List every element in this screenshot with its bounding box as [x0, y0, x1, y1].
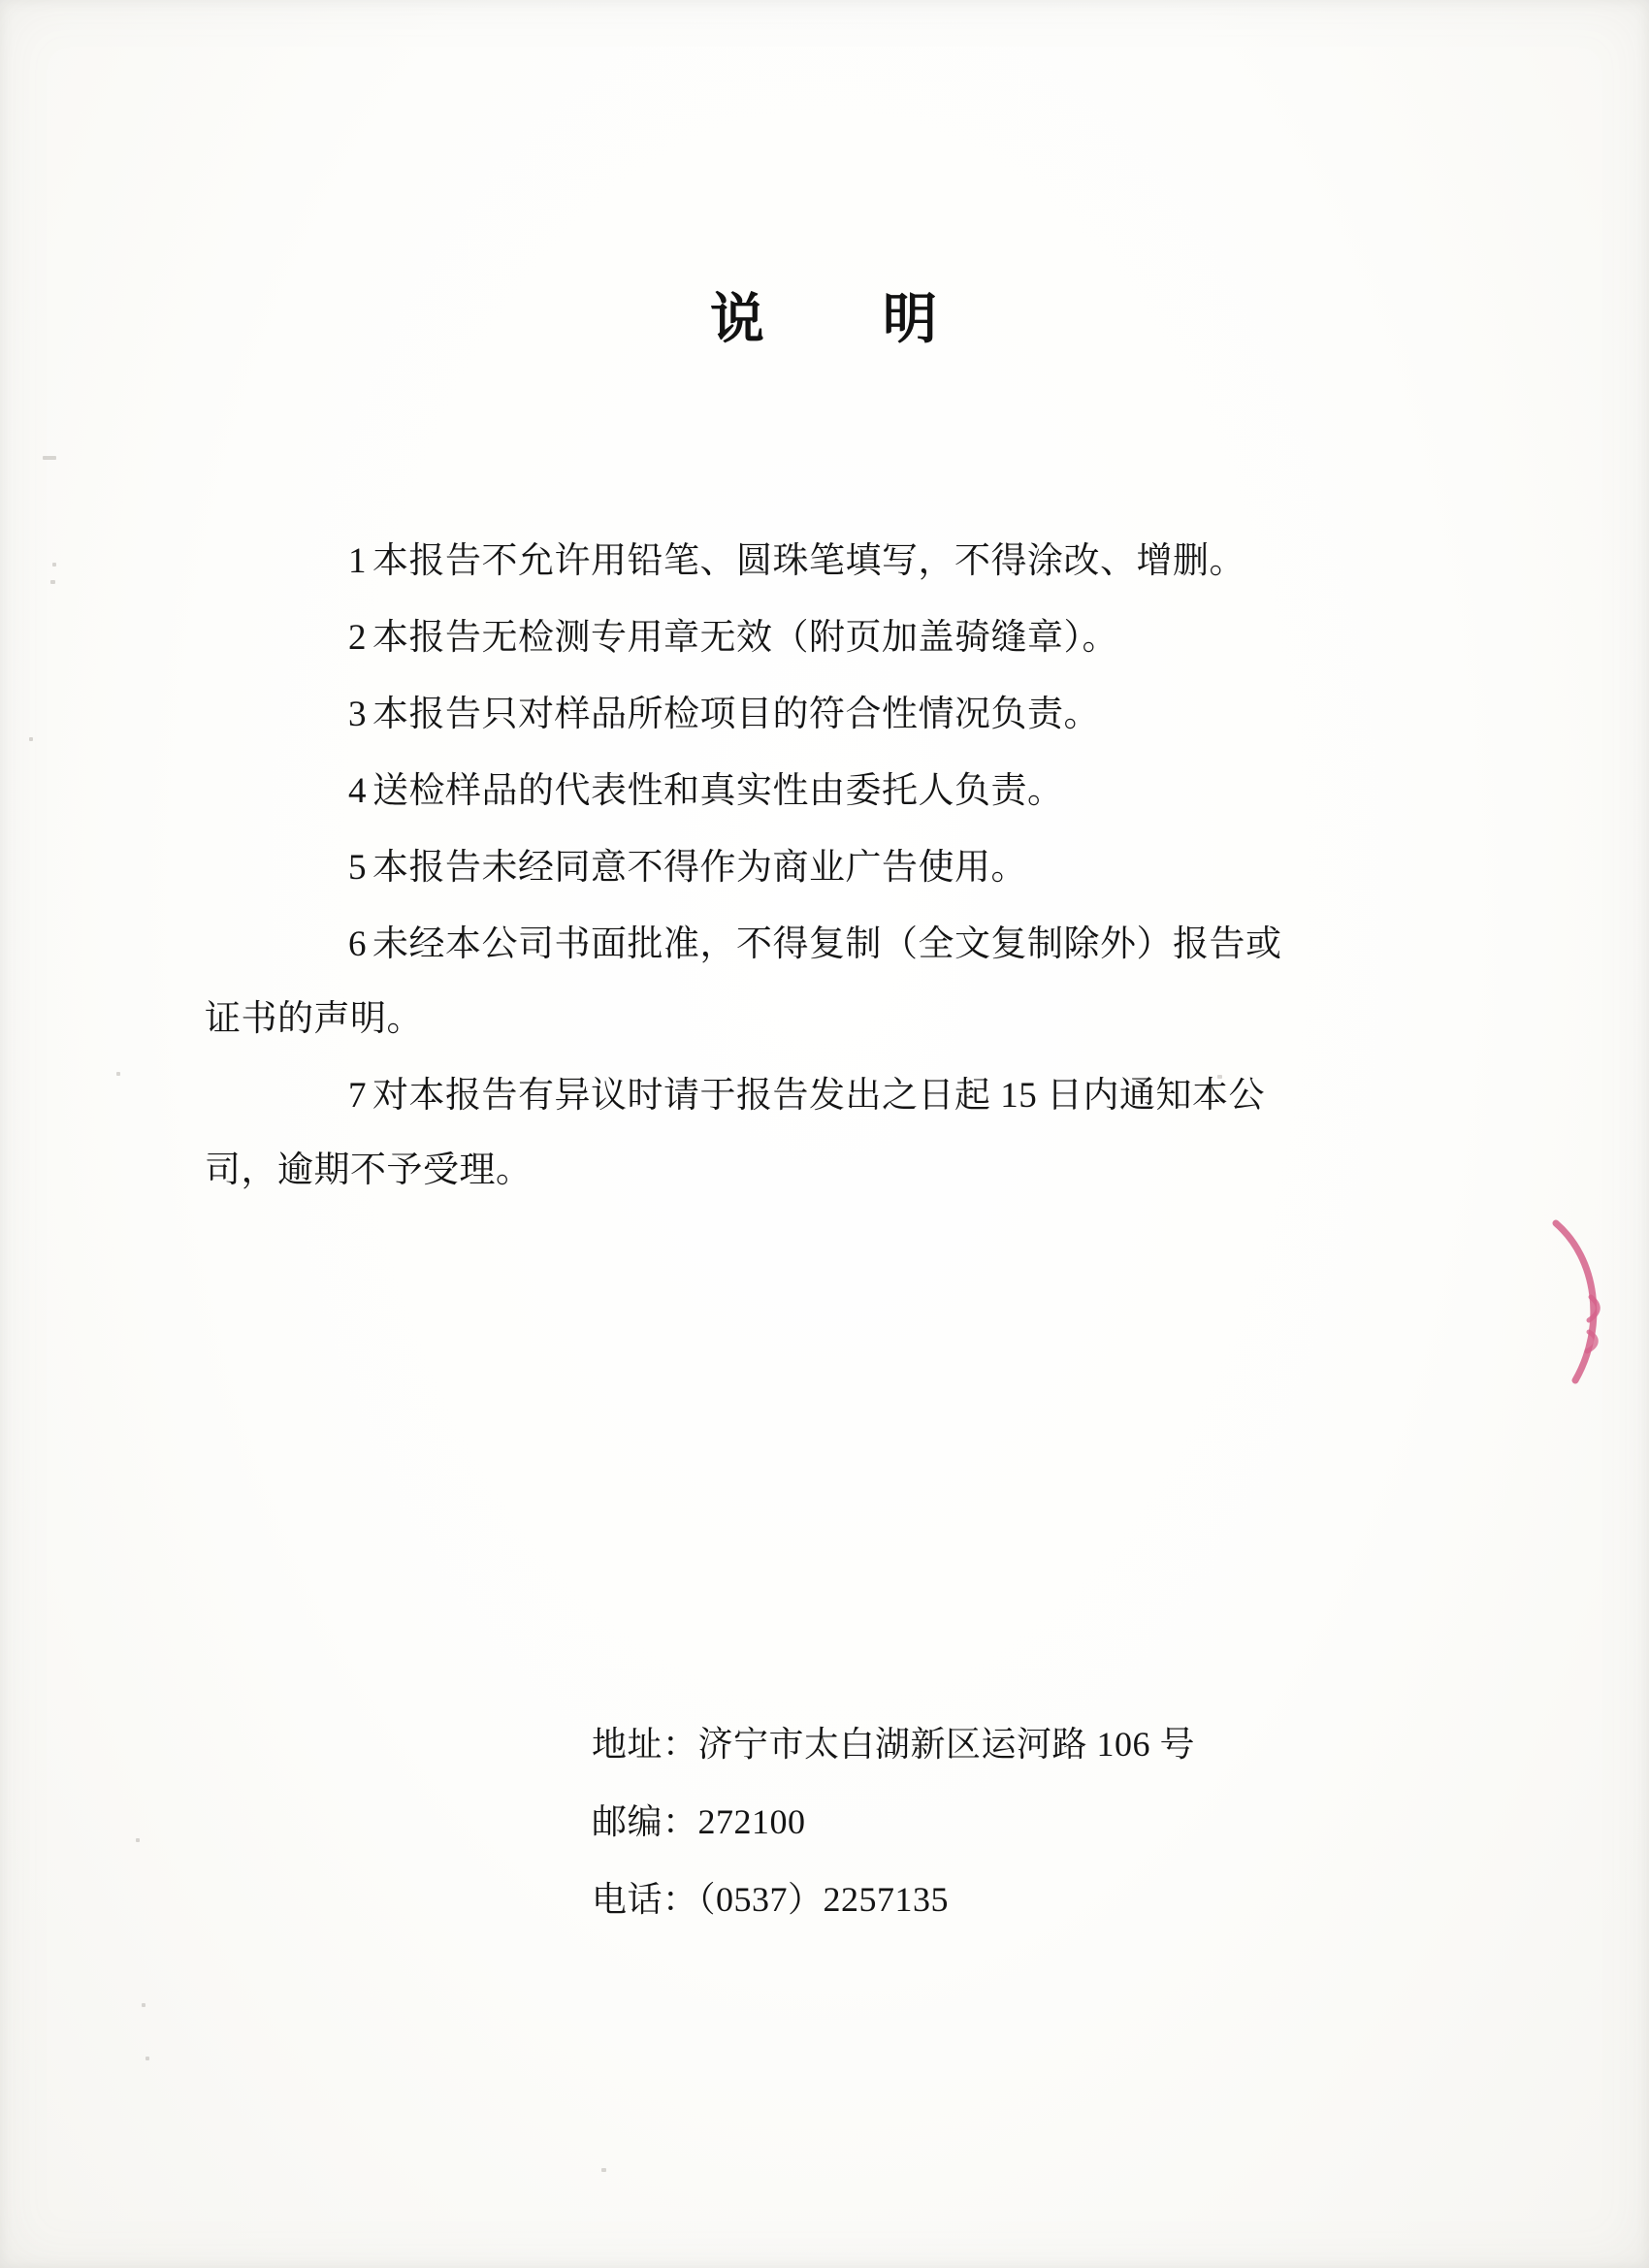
note-number: 3 [348, 695, 367, 734]
page-title [0, 276, 1649, 354]
note-number: 7 [348, 1076, 367, 1116]
list-item [276, 697, 1373, 732]
note-number: 2 [348, 618, 367, 658]
list-item [205, 1076, 1373, 1190]
note-text: 对本报告有异议时请于报告发出之日起 15 日内通知本公 [372, 1076, 1265, 1116]
note-text: 本报告只对样品所检项目的符合性情况负责。 [372, 695, 1100, 734]
note-number: 5 [348, 848, 367, 888]
note-text: 本报告未经同意不得作为商业广告使用。 [372, 848, 1027, 888]
note-number: 6 [348, 924, 367, 964]
address-line: 地址：济宁市太白湖新区运河路 106 号 [592, 1725, 1196, 1764]
list-item [205, 924, 1373, 1039]
list-item [276, 620, 1373, 656]
list-item [276, 773, 1373, 809]
note-text: 本报告无检测专用章无效（附页加盖骑缝章）。 [372, 618, 1118, 658]
contact-info [592, 1727, 1195, 1960]
notes-list [205, 541, 1373, 1229]
note-text-continuation: 司，逾期不予受理。 [205, 1150, 533, 1190]
phone-line: 电话：（0537）2257135 [592, 1880, 950, 1919]
note-text: 未经本公司书面批准，不得复制（全文复制除外）报告或 [372, 924, 1282, 964]
red-seal-arc-icon [1546, 1217, 1633, 1387]
note-text-continuation: 证书的声明。 [205, 999, 423, 1039]
note-number: 1 [348, 541, 367, 581]
page-title-char-1: 说 [710, 290, 766, 350]
note-number: 4 [348, 771, 367, 811]
note-text: 本报告不允许用铅笔、圆珠笔填写，不得涂改、增删。 [372, 541, 1245, 581]
list-item [276, 543, 1373, 579]
postcode-line: 邮编：272100 [592, 1802, 806, 1841]
note-text: 送检样品的代表性和真实性由委托人负责。 [372, 771, 1064, 811]
page-title-char-2: 明 [883, 290, 939, 350]
list-item [276, 850, 1373, 886]
